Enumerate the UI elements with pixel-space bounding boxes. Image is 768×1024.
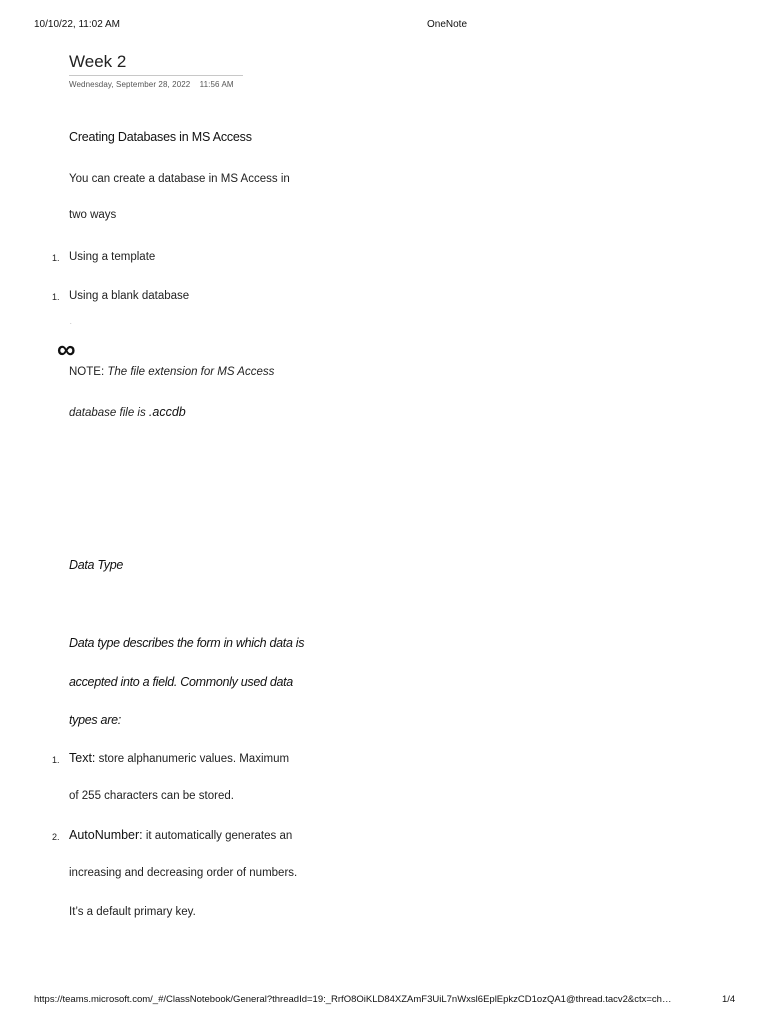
page-date-text: Wednesday, September 28, 2022 xyxy=(69,80,191,89)
print-footer-url: https://teams.microsoft.com/_#/ClassNotebook/General?threadId=19:_RrfO8OiKLD84XZAmF3UiL7nWxsl6EplEpkzCD1ozQA1@thread.tacv2&ctx=ch… xyxy=(34,994,672,1005)
description-line: accepted into a field. Commonly used data xyxy=(69,675,293,689)
paragraph-line: You can create a database in MS Access in xyxy=(69,173,290,185)
list-number: 1. xyxy=(52,292,60,302)
data-type-desc: store alphanumeric values. Maximum xyxy=(95,753,290,765)
print-app-name: OneNote xyxy=(427,19,468,30)
stray-mark: . xyxy=(70,320,72,326)
list-number: 2. xyxy=(52,832,60,842)
description-line: types are: xyxy=(69,713,121,727)
list-item: Using a template xyxy=(69,251,156,263)
note-text: The file extension for MS Access xyxy=(107,366,275,378)
note-label: NOTE: xyxy=(69,366,108,378)
print-datetime: 10/10/22, 11:02 AM xyxy=(34,19,120,30)
data-type-desc-line: It’s a default primary key. xyxy=(69,906,196,918)
section-heading-data-type: Data Type xyxy=(69,558,124,572)
page-time-text: 11:56 AM xyxy=(199,80,234,89)
data-type-term: AutoNumber: xyxy=(69,828,143,842)
data-type-term: Text: xyxy=(69,751,96,765)
note-line-1 xyxy=(69,366,274,378)
infinity-icon: ∞ xyxy=(57,334,76,364)
list-item: Using a blank database xyxy=(69,290,190,302)
title-underline xyxy=(69,75,243,76)
file-extension: .accdb xyxy=(148,405,186,419)
section-heading-creating-databases: Creating Databases in MS Access xyxy=(69,130,252,144)
data-type-item-autonumber xyxy=(69,828,292,842)
paragraph-line: two ways xyxy=(69,209,117,221)
list-number: 1. xyxy=(52,755,60,765)
note-text: database file is xyxy=(69,407,149,419)
description-line: Data type describes the form in which data is xyxy=(69,636,305,650)
print-page-indicator: 1/4 xyxy=(722,994,736,1005)
list-number: 1. xyxy=(52,253,60,263)
page-title: Week 2 xyxy=(69,52,127,71)
data-type-desc-line: increasing and decreasing order of numbers. xyxy=(69,867,298,879)
data-type-desc: it automatically generates an xyxy=(142,830,293,842)
data-type-item-text xyxy=(69,751,289,765)
page-date xyxy=(69,80,234,89)
note-line-2 xyxy=(69,405,186,419)
data-type-desc-line: of 255 characters can be stored. xyxy=(69,790,234,802)
